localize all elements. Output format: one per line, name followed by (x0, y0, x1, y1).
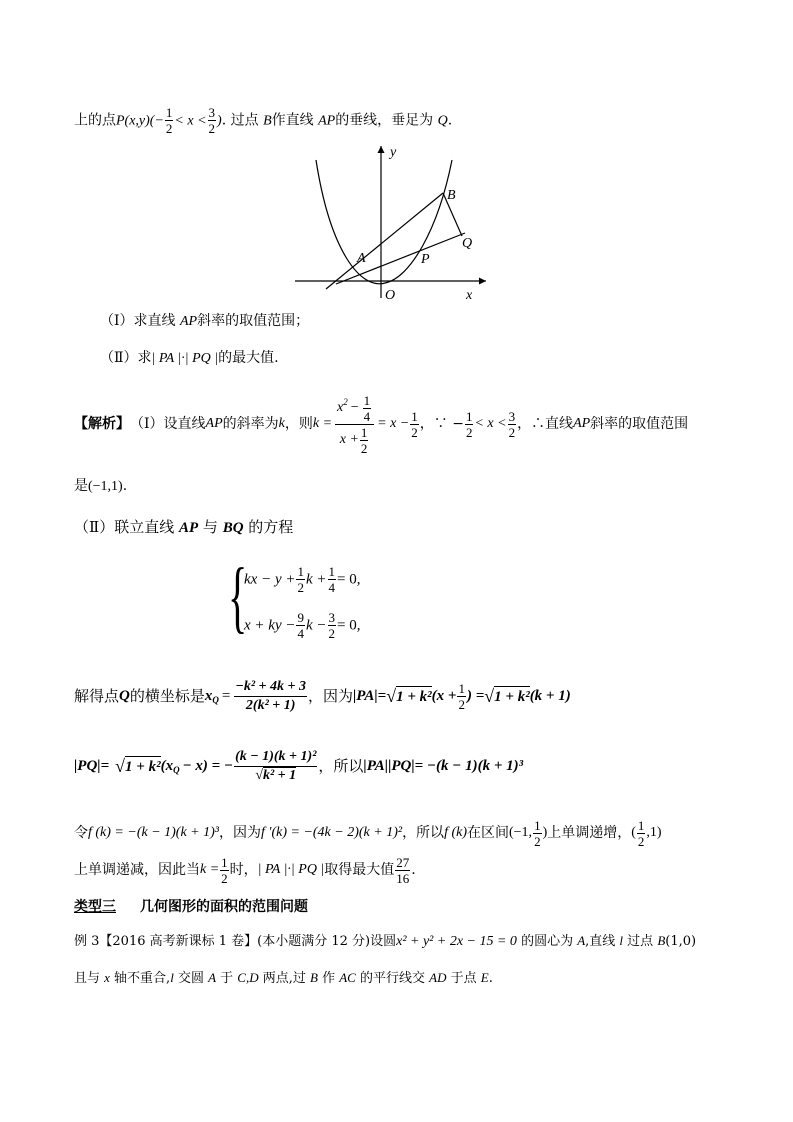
equation-system (228, 553, 408, 648)
fraction: $\frac{1}{2}$ (165, 105, 173, 136)
line-ap (336, 233, 465, 284)
math: B (263, 113, 272, 129)
solution-pq: |PQ|= √ 1 + k² ($x_Q$ − x) = − $\frac{\text{(k − 1)(k + 1)²}}{\text{√k² + 1}}$ ，所以 |PA||PQ|= −(k − 1)(k + 1)³ (74, 748, 524, 783)
solution-1-range: 是(−1,1). (74, 478, 128, 494)
math: ) (217, 113, 222, 129)
text: . (447, 112, 453, 129)
point-a-label: A (357, 251, 366, 266)
point-q-label: Q (462, 236, 473, 251)
solution-tag: 【解析】 (74, 416, 130, 432)
math: AP (318, 113, 336, 129)
solution-q-coordinate: 解得点 Q 的横坐标是 $x_Q$ = $\frac{\text{−k² + 4k + 3}}{\text{2(k² + 1)}}$ ，因为 |PA|= √ 1 + k² (x + $\frac{1}{2}$ ) = √ 1 + k² (k + 1) (74, 678, 571, 713)
equation-row-1: kx − y + $\frac{1}{2}$ k + $\frac{1}{4}$ = 0, (244, 564, 361, 595)
text: 的垂线，垂足为 (335, 112, 438, 129)
compound-fraction: $x^2$ − $\frac{1}{4}$ x + $\frac{1}{2}$ (335, 393, 374, 456)
question-1: （Ⅰ）求直线 AP斜率的取值范围； (100, 313, 310, 329)
text: 上的点 (74, 112, 116, 129)
math: < x < (174, 113, 207, 129)
math: Q (437, 113, 448, 129)
point-p-label: P (421, 252, 430, 267)
fraction: $\frac{\text{(k − 1)(k + 1)²}}{\text{√k² + 1}}$ (235, 748, 317, 783)
example-3-line-2: 且与 x 轴不重合,l 交圆 A 于 C,D 两点,过 B 作 AC 的平行线交 AD 于点 E. (74, 970, 493, 986)
text: 作直线 (271, 112, 319, 129)
solution-fk: 令 f (k) = −(k − 1)(k + 1)³ ，因为 f ′(k) = −(4k − 2)(k + 1)² ，所以 f (k) 在区间 (−1, $\frac{1}{2}$ ) 上单调递增， ( $\frac{1}{2}$ ,1) (74, 817, 662, 849)
solution-2-intro: （Ⅱ）联立直线 AP 与 BQ 的方程 (74, 518, 294, 536)
section-heading: 类型三 几何图形的面积的范围问题 (74, 899, 308, 915)
brace: { (228, 553, 248, 641)
point-b-label: B (447, 188, 456, 203)
fraction: $\frac{\text{−k² + 4k + 3}}{\text{2(k² + 1)}}$ (235, 678, 306, 713)
fraction: $\frac{3}{2}$ (208, 105, 216, 136)
y-label: y (390, 145, 397, 160)
math: P(x,y)(− (116, 113, 164, 129)
text: . 过点 (221, 112, 264, 129)
solution-max: 上单调递减，因此当 k = $\frac{1}{2}$ 时， | PA |·| PQ | 取得最大值 $\frac{27}{16}$ . (74, 854, 416, 886)
solution-1: 【解析】 （Ⅰ）设直线 AP 的斜率为 k ，则 k = $x^2$ − $\frac{1}{4}$ x + $\frac{1}{2}$ = x − $\frac{1}{2}$ ，∵ − $\frac{1}{2}$ < x < $\frac{3}{2}$ ，∴直线 AP 斜率的取值范围 (74, 392, 689, 456)
example-3-line-1: 例 3【2016 高考新课标 1 卷】(本小题满分 12 分)设圆x² + y² + 2x − 15 = 0 的圆心为 A,直线 l 过点 B(1,0) (74, 933, 697, 949)
x-label: x (466, 288, 473, 303)
origin-label: O (385, 288, 396, 303)
equation-row-2: x + ky − $\frac{9}{4}$ k − $\frac{3}{2}$ = 0, (244, 610, 361, 641)
question-2: （Ⅱ）求| PA |·| PQ |的最大值. (100, 350, 279, 366)
